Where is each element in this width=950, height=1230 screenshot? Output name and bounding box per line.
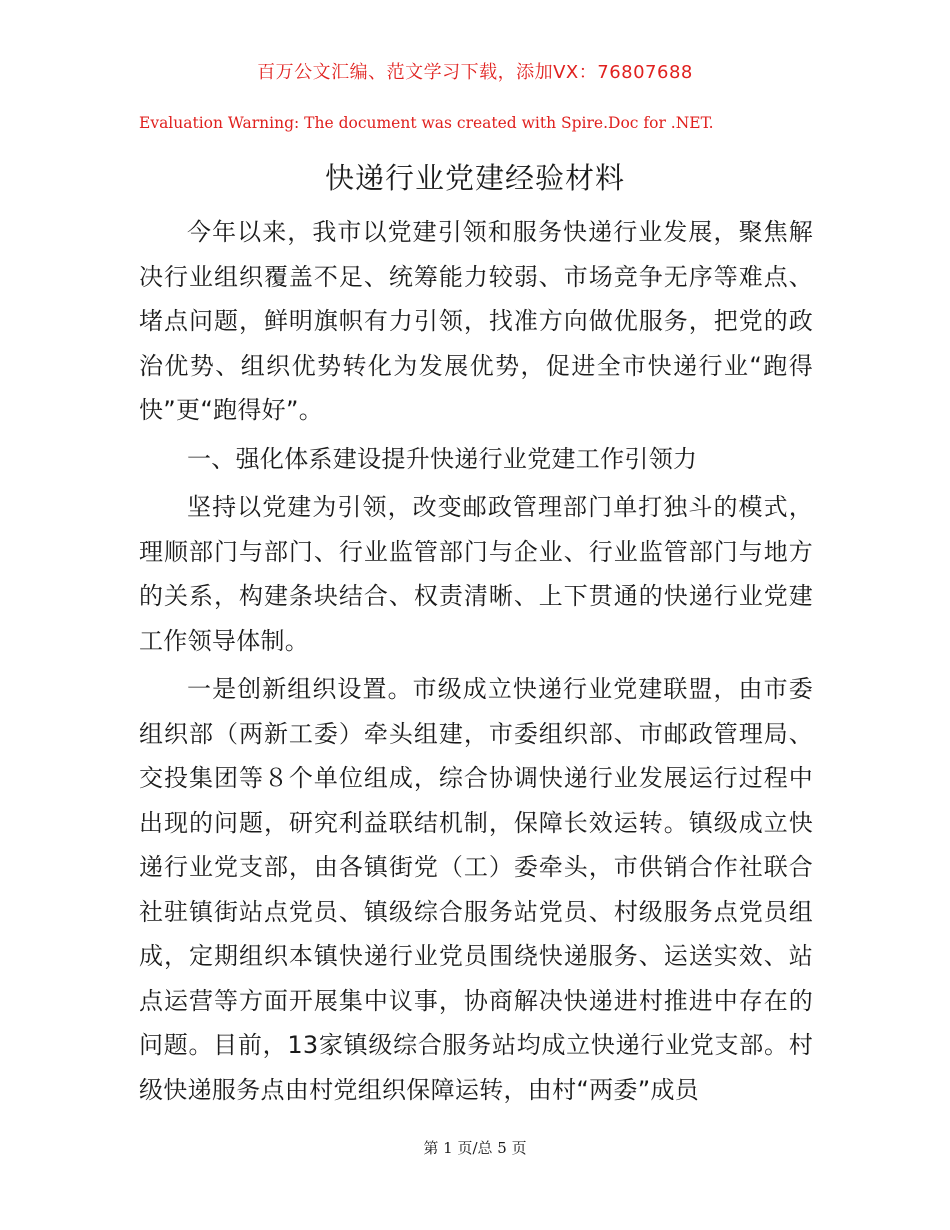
evaluation-warning: Evaluation Warning: The document was created with Spire.Doc for .NET. — [139, 114, 714, 132]
document-body — [139, 210, 813, 1116]
document-title: 快递行业党建经验材料 — [324, 161, 625, 195]
page-number-footer: 第 1 页/总 5 页 — [423, 1139, 527, 1157]
paragraph-section-1: 坚持以党建为引领，改变邮政管理部门单打独斗的模式，理顺部门与部门、行业监管部门与企业、行业监管部门与地方的关系，构建条块结合、权责清晰、上下贯通的快递行业党建工作领导体制。 — [139, 493, 813, 655]
paragraph-intro: 今年以来，我市以党建引领和服务快递行业发展，聚焦解决行业组织覆盖不足、统筹能力较弱、市场竞争无序等难点、堵点问题，鲜明旗帜有力引领，找准方向做优服务，把党的政治优势、组织优势转化为发展优势，促进全市快递行业“跑得快”更“跑得好”。 — [139, 218, 813, 424]
header-ad-banner: 百万公文汇编、范文学习下载，添加VX：76807688 — [257, 62, 693, 83]
paragraph-point-1: 一是创新组织设置。市级成立快递行业党建联盟，由市委组织部（两新工委）牵头组建，市委组织部、市邮政管理局、交投集团等８个单位组成，综合协调快递行业发展运行过程中出现的问题，研究利益联结机制，保障长效运转。镇级成立快递行业党支部，由各镇街党（工）委牵头，市供销合作社联合社驻镇街站点党员、镇级综合服务站党员、村级服务点党员组成，定期组织本镇快递行业党员围绕快递服务、运送实效、站点运营等方面开展集中议事，协商解决快递进村推进中存在的问题。目前，13家镇级综合服务站均成立快递行业党支部。村级快递服务点由村党组织保障运转，由村“两委”成员 — [139, 675, 813, 1104]
section-heading-1: 一、强化体系建设提升快递行业党建工作引领力 — [187, 444, 698, 473]
